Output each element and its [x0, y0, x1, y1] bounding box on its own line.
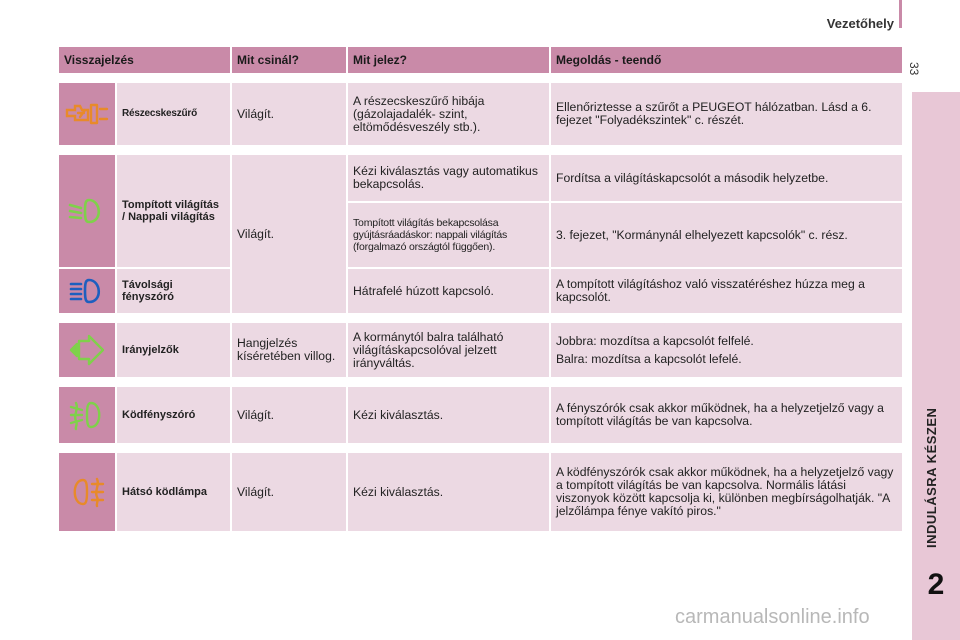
solution-cell: A ködfényszórók csak akkor működnek, ha a helyzetjelző vagy a tompított világítás be van kapcsolva. Normális látási viszonyok között kapcsolja ki, különben megbírságolhatják. "A jelzőlámpa fénye vakító piros." — [550, 452, 903, 532]
solution-cell: A tompított világításhoz való visszatéréshez húzza meg a kapcsolót. — [550, 268, 903, 314]
state-cell: Világít. — [231, 82, 347, 146]
column-header-state: Mit csinál? — [231, 46, 347, 74]
front-fog-icon — [67, 397, 107, 433]
column-header-warning-light: Visszajelzés — [58, 46, 231, 74]
table-row — [58, 386, 903, 444]
solution-cell: 3. fejezet, "Kormánynál elhelyezett kapcsolók" c. rész. — [550, 202, 903, 268]
meaning-cell: Hátrafelé húzott kapcsoló. — [347, 268, 550, 314]
table-header-row — [58, 46, 903, 74]
meaning-cell: Kézi kiválasztás vagy automatikus bekapcsolás. — [347, 154, 550, 202]
direction-indicators-icon-cell — [58, 322, 116, 378]
rear-fog-icon-cell — [58, 452, 116, 532]
table-row — [58, 82, 903, 146]
warning-light-name: Irányjelzők — [116, 322, 231, 378]
section-label: INDULÁSRA KÉSZEN — [924, 407, 939, 548]
page-number: 33 — [907, 62, 921, 76]
main-beam-icon — [67, 276, 107, 306]
solution-cell: Ellenőriztesse a szűrőt a PEUGEOT hálózatban. Lásd a 6. fejezet "Folyadékszintek" c. részét. — [550, 82, 903, 146]
meaning-cell: Kézi kiválasztás. — [347, 386, 550, 444]
state-cell: Világít. — [231, 154, 347, 314]
warning-light-name: Tompított világítás / Nappali világítás — [116, 154, 231, 268]
column-header-meaning: Mit jelez? — [347, 46, 550, 74]
solution-cell: Fordítsa a világításkapcsolót a második helyzetbe. — [550, 154, 903, 202]
meaning-cell: Kézi kiválasztás. — [347, 452, 550, 532]
warning-lights-table — [57, 45, 904, 533]
rear-fog-icon — [67, 474, 107, 510]
table-row — [58, 154, 903, 202]
particulate-filter-icon — [64, 97, 110, 131]
solution-line: Balra: mozdítsa a kapcsolót lefelé. — [556, 351, 742, 366]
state-cell: Hangjelzés kíséretében villog. — [231, 322, 347, 378]
state-cell: Világít. — [231, 386, 347, 444]
table-row — [58, 268, 903, 314]
warning-light-name: Ködfényszóró — [116, 386, 231, 444]
warning-light-name: Hátsó ködlámpa — [116, 452, 231, 532]
header-accent-bar — [899, 0, 902, 28]
direction-indicators-icon — [67, 333, 107, 367]
state-cell: Világít. — [231, 452, 347, 532]
particulate-filter-icon-cell — [58, 82, 116, 146]
watermark: carmanualsonline.info — [675, 606, 870, 628]
warning-light-name: Távolsági fényszóró — [116, 268, 231, 314]
chapter-sidebar — [912, 92, 960, 640]
column-header-solution: Megoldás - teendő — [550, 46, 903, 74]
solution-cell — [550, 322, 903, 378]
warning-light-name: Részecskeszűrő — [116, 82, 231, 146]
dipped-beam-icon — [67, 196, 107, 226]
meaning-cell: Tompított világítás bekapcsolása gyújtásráadáskor: nappali világítás (forgalmazó országtól függően). — [347, 202, 550, 268]
page-header-title: Vezetőhely — [826, 16, 894, 31]
dipped-beam-icon-cell — [58, 154, 116, 268]
meaning-cell: A kormánytól balra található világításkapcsolóval jelzett irányváltás. — [347, 322, 550, 378]
table-row — [58, 322, 903, 378]
meaning-cell: A részecskeszűrő hibája (gázolajadalék- szint, eltömődésveszély stb.). — [347, 82, 550, 146]
main-beam-icon-cell — [58, 268, 116, 314]
solution-line: Jobbra: mozdítsa a kapcsolót felfelé. — [556, 333, 754, 348]
front-fog-icon-cell — [58, 386, 116, 444]
table-row — [58, 452, 903, 532]
chapter-number: 2 — [927, 568, 945, 601]
solution-cell: A fényszórók csak akkor működnek, ha a helyzetjelző vagy a tompított világítás be van kapcsolva. — [550, 386, 903, 444]
